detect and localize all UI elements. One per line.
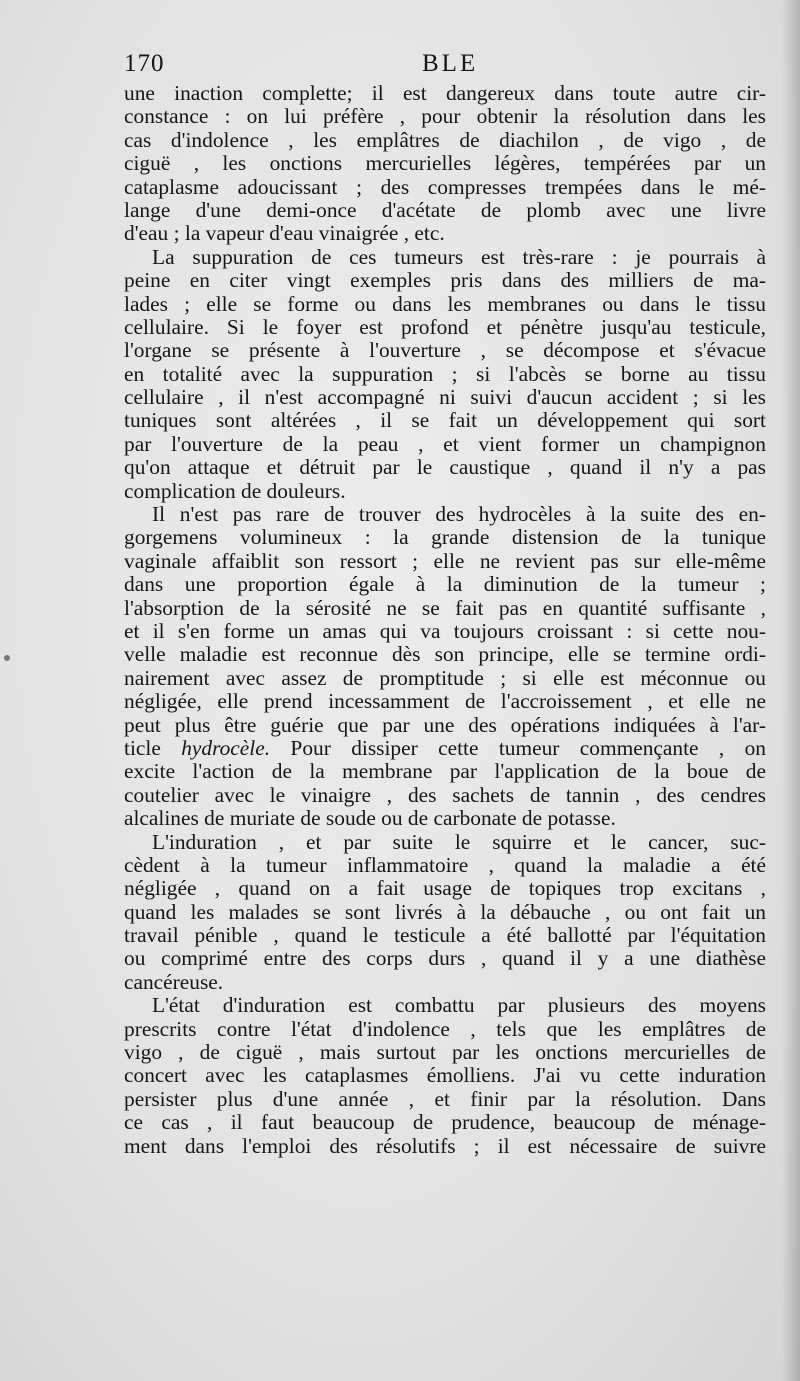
body-text xyxy=(124,82,766,1158)
text-line: gorgemens volumineux : la grande distension de la tunique xyxy=(124,525,766,550)
text-line: ce cas , il faut beaucoup de prudence, beaucoup de ménage- xyxy=(124,1110,766,1135)
italic-term: hydrocèle. xyxy=(181,735,271,760)
text-line: peut plus être guérie que par une des opérations indiquées à l'ar- xyxy=(124,712,766,737)
text-line: Il n'est pas rare de trouver des hydrocèles à la suite des en- xyxy=(152,502,766,527)
text-line: peine en citer vingt exemples pris dans des milliers de ma- xyxy=(124,268,766,293)
text-line: alcalines de muriate de soude ou de carbonate de potasse. xyxy=(124,806,616,831)
text-line: d'eau ; la vapeur d'eau vinaigrée , etc. xyxy=(124,221,445,246)
text-line: cataplasme adoucissant ; des compresses trempées dans le mé- xyxy=(124,174,766,199)
text-line: constance : on lui préfère , pour obtenir la résolution dans les xyxy=(124,104,766,129)
text-line: concert avec les cataplasmes émolliens. J'ai vu cette induration xyxy=(124,1063,766,1088)
text-line: négligée , quand on a fait usage de topiques trop excitans , xyxy=(124,876,766,901)
text-line: une inaction complette; il est dangereux dans toute autre cir- xyxy=(124,81,766,105)
text-line: vigo , de ciguë , mais surtout par les onctions mercurielles de xyxy=(124,1040,766,1065)
text-line: cellulaire. Si le foyer est profond et pénètre jusqu'au testicule, xyxy=(124,314,766,339)
text-line: l'absorption de la sérosité ne se fait pas en quantité suffisante , xyxy=(124,595,766,620)
text-line: lange d'une demi-once d'acétate de plomb avec une livre xyxy=(124,197,766,222)
text-line: complication de douleurs. xyxy=(124,478,346,503)
page-header xyxy=(124,50,764,82)
text-line: La suppuration de ces tumeurs est très-rare : je pourrais à xyxy=(152,244,766,269)
text-line: vaginale affaiblit son ressort ; elle ne revient pas sur elle-même xyxy=(124,548,766,573)
text-line: persister plus d'une année , et finir par la résolution. Dans xyxy=(124,1086,766,1111)
text-line: quand les malades se sont livrés à la débauche , ou ont fait un xyxy=(124,899,766,924)
text-line: lades ; elle se forme ou dans les membranes ou dans le tissu xyxy=(124,291,766,316)
text-line: et il s'en forme un amas qui va toujours croissant : si cette nou- xyxy=(124,618,766,643)
text-line: travail pénible , quand le testicule a été ballotté par l'équitation xyxy=(124,923,766,948)
text-line: qu'on attaque et détruit par le caustique , quand il n'y a pas xyxy=(124,455,766,480)
text-line: cèdent à la tumeur inflammatoire , quand la maladie a été xyxy=(124,852,766,877)
text-line: nairement avec assez de promptitude ; si elle est méconnue ou xyxy=(124,665,766,690)
text-line: en totalité avec la suppuration ; si l'abcès se borne au tissu xyxy=(124,361,766,386)
text-line: cas d'indolence , les emplâtres de diachilon , de vigo , de xyxy=(124,127,766,152)
text-line: prescrits contre l'état d'indolence , tels que les emplâtres de xyxy=(124,1016,766,1041)
text-line: ou comprimé entre des corps durs , quand il y a une diathèse xyxy=(124,946,766,971)
text-line: coutelier avec le vinaigre , des sachets de tannin , des cendres xyxy=(124,782,766,807)
text-line: tuniques sont altérées , il se fait un développement qui sort xyxy=(124,408,766,433)
text-line: cellulaire , il n'est accompagné ni suivi d'aucun accident ; si les xyxy=(124,385,766,410)
ink-speck xyxy=(4,655,10,661)
text-line: L'état d'induration est combattu par plusieurs des moyens xyxy=(152,993,766,1018)
text-line: ticle hydrocèle. Pour dissiper cette tumeur commençante , on xyxy=(124,735,766,760)
text-line: cancéreuse. xyxy=(124,969,224,994)
text-line: L'induration , et par suite le squirre et le cancer, suc- xyxy=(152,829,766,854)
page-number: 170 xyxy=(124,50,165,77)
text-line: excite l'action de la membrane par l'application de la boue de xyxy=(124,759,766,784)
text-line: négligée, elle prend incessamment de l'accroissement , et elle ne xyxy=(124,689,766,714)
running-head: BLE xyxy=(422,50,479,77)
text-line: ment dans l'emploi des résolutifs ; il est nécessaire de suivre xyxy=(124,1133,766,1158)
text-line: l'organe se présente à l'ouverture , se décompose et s'évacue xyxy=(124,338,766,363)
text-line: dans une proportion égale à la diminution de la tumeur ; xyxy=(124,572,766,597)
page-edge-shadow xyxy=(782,0,800,1381)
text-line: ciguë , les onctions mercurielles légères, tempérées par un xyxy=(124,151,766,176)
text-line: velle maladie est reconnue dès son principe, elle se termine ordi- xyxy=(124,642,766,667)
text-line: par l'ouverture de la peau , et vient former un champignon xyxy=(124,431,766,456)
